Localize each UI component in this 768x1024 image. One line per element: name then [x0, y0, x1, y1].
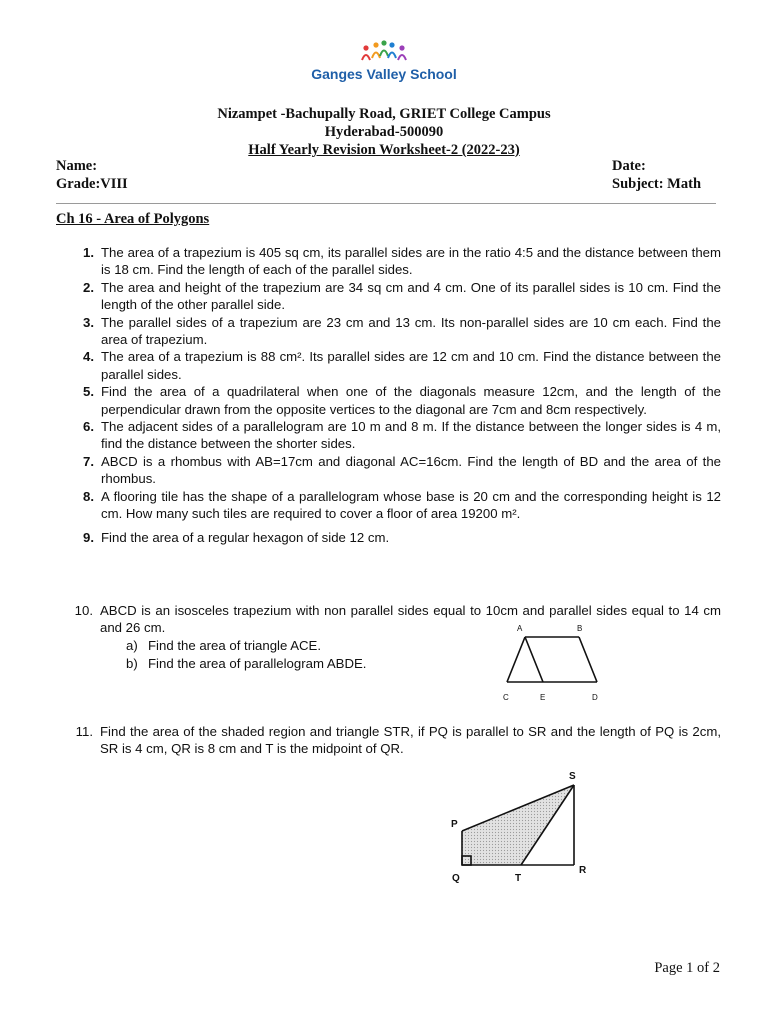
page-number: Page 1 of 2 [654, 960, 720, 976]
question-text: The adjacent sides of a parallelogram are 10 m and 8 m. If the distance between the longer sides is 4 m, find the distance between the shorter sides. [101, 419, 721, 452]
header-divider [56, 203, 716, 204]
figure-label-a: A [517, 624, 523, 633]
address-line-1: Nizampet -Bachupally Road, GRIET College Campus [217, 106, 551, 122]
subquestion-label: a) [126, 638, 138, 653]
question-number: 3. [83, 314, 94, 330]
question-text: Find the area of a quadrilateral when one of the diagonals measure 12cm, and the length of the perpendicular drawn from the opposite vertices to the diagonal are 7cm and 8cm respectively. [101, 384, 721, 417]
subquestion-label: b) [126, 656, 138, 671]
figure-label-r: R [579, 865, 587, 876]
question-text: The area of a trapezium is 405 sq cm, its parallel sides are in the ratio 4:5 and the distance between them is 18 cm. Find the length of each of the parallel sides. [101, 245, 721, 278]
question-item [56, 244, 721, 279]
trapezium-figure [495, 620, 610, 708]
question-number: 6. [83, 419, 94, 435]
question-text: A flooring tile has the shape of a parallelogram whose base is 20 cm and the corresponding height is 12 cm. How many such tiles are required to cover a floor of area 19200 m². [101, 488, 721, 522]
question-item-11 [56, 723, 721, 758]
subquestion-b [126, 656, 366, 671]
figure-label-t: T [515, 873, 522, 884]
question-number: 2. [83, 279, 94, 295]
question-number: 11. [75, 724, 93, 739]
question-item [56, 453, 721, 488]
question-item [56, 529, 721, 546]
question-text: Find the area of a regular hexagon of side 12 cm. [101, 529, 390, 545]
question-text: The area and height of the trapezium are 34 sq cm and 4 cm. One of its parallel sides is 10 cm. Find the length of the other parallel side. [101, 279, 721, 313]
question-item [56, 279, 721, 314]
question-number: 8. [83, 488, 94, 504]
question-number: 5. [83, 384, 94, 400]
subquestion-text: Find the area of parallelogram ABDE. [148, 656, 367, 671]
grade-label: Grade:VIII [56, 176, 128, 192]
figure-label-q: Q [452, 873, 460, 884]
figure-label-p: P [451, 819, 458, 830]
question-item [56, 383, 721, 418]
subject-label: Subject: Math [612, 176, 702, 192]
question-list [56, 244, 721, 546]
question-number: 7. [83, 453, 94, 469]
question-text: ABCD is an isosceles trapezium with non parallel sides equal to 10cm and parallel sides equal to 14 cm and 26 cm. [100, 603, 721, 636]
address-line-2: Hyderabad-500090 [324, 124, 444, 140]
shaded-region-figure [440, 765, 600, 890]
figure-label-d: D [592, 693, 598, 702]
school-emblem-icon [358, 40, 410, 64]
question-text: Find the area of the shaded region and triangle STR, if PQ is parallel to SR and the length of PQ is 2cm, SR is 4 cm, QR is 8 cm and T is the midpoint of QR. [100, 724, 721, 757]
question-number: 9. [83, 529, 94, 545]
question-text: The parallel sides of a trapezium are 23 cm and 13 cm. Its non-parallel sides are 10 cm each. Find the area of trapezium. [101, 314, 721, 348]
question-item [56, 418, 721, 453]
question-text: ABCD is a rhombus with AB=17cm and diagonal AC=16cm. Find the length of BD and the area of the rhombus. [101, 453, 721, 487]
chapter-title: Ch 16 - Area of Polygons [56, 211, 210, 227]
question-number: 4. [83, 349, 94, 365]
question-item [56, 348, 721, 383]
name-label: Name: [56, 158, 98, 174]
question-item [56, 488, 721, 523]
school-logo [0, 40, 768, 82]
question-number: 1. [83, 245, 94, 260]
worksheet-title: Half Yearly Revision Worksheet-2 (2022-23) [248, 142, 520, 158]
figure-label-e: E [540, 693, 546, 702]
school-name: Ganges Valley School [311, 66, 457, 82]
subquestion-text: Find the area of triangle ACE. [148, 638, 322, 653]
question-number: 10. [74, 603, 93, 618]
figure-label-c: C [503, 693, 509, 702]
question-text: The area of a trapezium is 88 cm². Its parallel sides are 12 cm and 10 cm. Find the distance between the parallel sides. [101, 349, 721, 382]
figure-label-s: S [569, 771, 576, 782]
date-label: Date: [612, 158, 646, 174]
figure-label-b: B [577, 624, 583, 633]
question-item-10 [56, 602, 721, 637]
subquestion-a [126, 638, 321, 653]
question-item [56, 314, 721, 349]
